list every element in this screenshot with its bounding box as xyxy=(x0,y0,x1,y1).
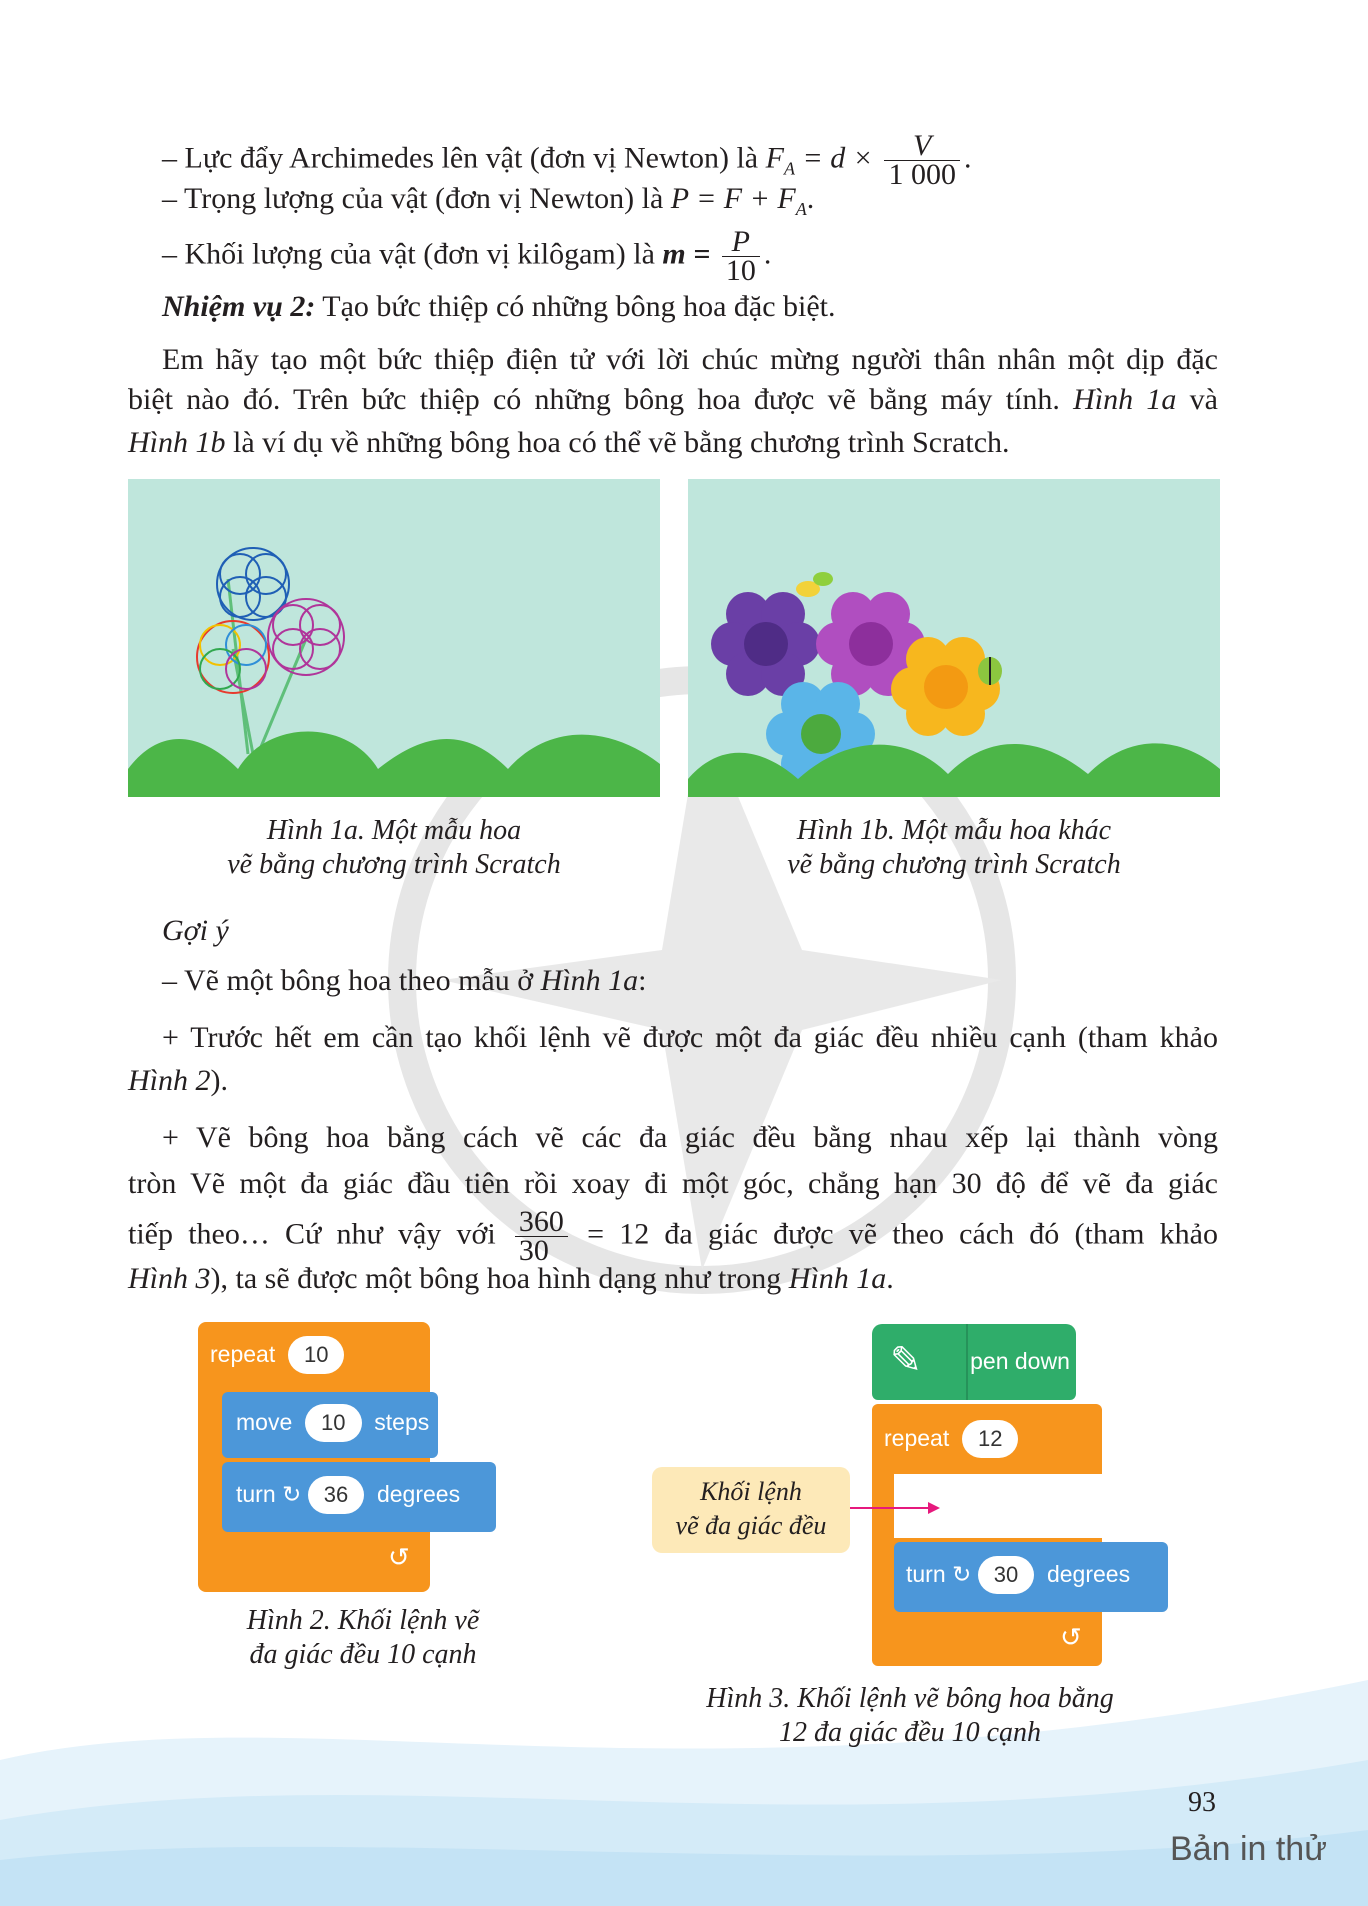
pen-icon: ✎ xyxy=(890,1340,922,1382)
figure-1b xyxy=(688,479,1220,797)
callout-text: Khối lệnh vẽ đa giác đều xyxy=(675,1477,827,1540)
formula-weight: – Trọng lượng của vật (đơn vị Newton) là $P = F + F_A$. xyxy=(162,182,815,219)
task-heading: Nhiệm vụ 2: Tạo bức thiệp có những bông hoa đặc biệt. xyxy=(162,290,836,323)
figure-1b-caption: Hình 1b. Một mẫu hoa khác vẽ bằng chương trình Scratch xyxy=(787,815,1121,880)
page-number: 93 xyxy=(1188,1787,1216,1818)
hint-p2-line4: Hình 3), ta sẽ được một bông hoa hình dạng như trong Hình 1a. xyxy=(128,1262,894,1295)
hint-p1-line2: Hình 2). xyxy=(128,1064,228,1097)
intro-line-1: Em hãy tạo một bức thiệp điện tử với lời chúc mừng người thân nhân một dịp đặc xyxy=(162,343,1218,376)
hint-p2-line3: tiếp theo… Cứ như vậy với $\frac{360}{30}$ = 12 đa giác được vẽ theo cách đó (tham khảo xyxy=(128,1205,1218,1267)
draft-label: Bản in thử xyxy=(1170,1830,1327,1868)
figure-1a-caption: Hình 1a. Một mẫu hoa vẽ bằng chương trình Scratch xyxy=(227,815,561,880)
callout-box xyxy=(652,1467,850,1553)
hint-p2-line1: + Vẽ bông hoa bằng cách vẽ các đa giác đều bằng nhau xếp lại thành vòng xyxy=(162,1121,1218,1154)
rotate-right-icon: ↻ xyxy=(952,1561,972,1587)
pen-down-block: ✎ pen down xyxy=(872,1324,1076,1400)
hint-title: Gợi ý xyxy=(162,914,229,947)
figure-1a xyxy=(128,479,660,797)
hint-p2-line2: tròn Vẽ một đa giác đầu tiên rồi xoay đi một góc, chẳng hạn 30 độ để vẽ đa giác xyxy=(128,1167,1218,1200)
figure-3-caption: Hình 3. Khối lệnh vẽ bông hoa bằng 12 đa giác đều 10 cạnh xyxy=(706,1683,1114,1748)
callout-arrow xyxy=(850,1498,940,1518)
loop-arrow-icon: ↺ xyxy=(388,1542,410,1572)
turn-30-block: turn ↻ 30 degrees xyxy=(894,1542,1168,1612)
ladybug-icon xyxy=(978,657,1002,685)
butterfly-icon xyxy=(796,572,833,597)
intro-line-3: Hình 1b là ví dụ về những bông hoa có thể vẽ bằng chương trình Scratch. xyxy=(128,426,1010,459)
formula-mass: – Khối lượng của vật (đơn vị kilôgam) là m = $\frac{P}{10}$ . xyxy=(162,225,772,287)
repeat-block-label: repeat 10 xyxy=(210,1336,344,1374)
intro-line-2: biệt nào đó. Trên bức thiệp có những bông hoa được vẽ bằng máy tính. Hình 1a và xyxy=(128,383,1218,416)
repeat-12-label: repeat 12 xyxy=(884,1420,1018,1458)
move-block: move 10 steps xyxy=(222,1392,438,1458)
loop-arrow-icon: ↺ xyxy=(1060,1622,1082,1652)
rotate-right-icon: ↻ xyxy=(282,1481,302,1507)
figure-2-caption: Hình 2. Khối lệnh vẽ đa giác đều 10 cạnh xyxy=(246,1605,480,1670)
formula-archimedes: – Lực đẩy Archimedes lên vật (đơn vị Newton) là $F_A = d$ × $\frac{V}{1 000}$ . xyxy=(162,129,972,191)
hint-bullet-1: – Vẽ một bông hoa theo mẫu ở Hình 1a: xyxy=(162,964,647,997)
turn-block: turn ↻ 36 degrees xyxy=(222,1462,496,1532)
hint-p1-line1: + Trước hết em cần tạo khối lệnh vẽ được một đa giác đều nhiều cạnh (tham khảo xyxy=(162,1021,1218,1054)
